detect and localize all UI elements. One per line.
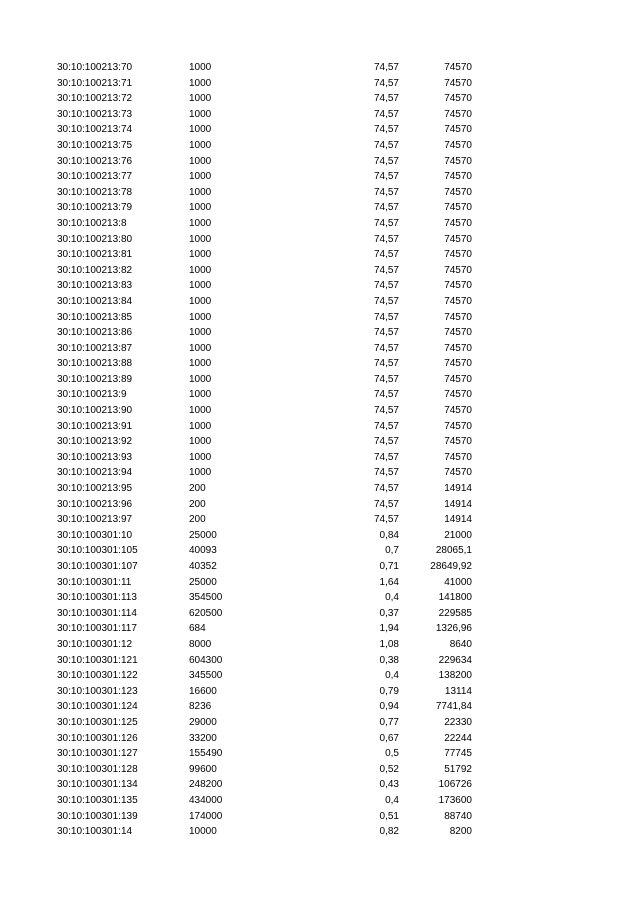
quantity-cell: 1000 [189, 202, 212, 214]
unit-price-cell: 74,57 [373, 124, 399, 136]
quantity-cell: 684 [189, 623, 206, 635]
total-cell: 74570 [444, 155, 472, 167]
quantity-cell: 345500 [189, 670, 223, 682]
unit-price-cell: 74,57 [373, 405, 399, 417]
total-cell: 229634 [438, 654, 472, 666]
unit-price-cell: 1,08 [379, 638, 399, 650]
quantity-cell: 1000 [189, 405, 212, 417]
cadastral-number-cell: 30:10:100213:71 [57, 77, 133, 89]
cadastral-number-cell: 30:10:100213:90 [57, 405, 133, 417]
cadastral-number-cell: 30:10:100301:12 [57, 638, 133, 650]
unit-price-cell: 1,94 [379, 623, 399, 635]
table-row [0, 637, 640, 653]
cadastral-number-cell: 30:10:100301:125 [57, 716, 138, 728]
table-row [0, 216, 640, 232]
total-cell: 74570 [444, 280, 472, 292]
total-cell: 74570 [444, 62, 472, 73]
unit-price-cell: 74,57 [373, 77, 399, 89]
quantity-cell: 1000 [189, 233, 212, 245]
quantity-cell: 1000 [189, 420, 212, 432]
cadastral-number-cell: 30:10:100213:91 [57, 420, 133, 432]
table-row [0, 559, 640, 575]
quantity-cell: 434000 [189, 794, 223, 806]
table-row [0, 247, 640, 263]
unit-price-cell: 74,57 [373, 373, 399, 385]
unit-price-cell: 74,57 [373, 233, 399, 245]
table-row [0, 653, 640, 669]
quantity-cell: 1000 [189, 436, 212, 448]
cadastral-number-cell: 30:10:100301:123 [57, 685, 138, 697]
quantity-cell: 1000 [189, 217, 212, 229]
total-cell: 74570 [444, 77, 472, 89]
cadastral-number-cell: 30:10:100301:124 [57, 701, 138, 713]
total-cell: 22330 [444, 716, 472, 728]
quantity-cell: 1000 [189, 62, 212, 73]
quantity-cell: 200 [189, 514, 206, 526]
unit-price-cell: 0,79 [379, 685, 399, 697]
quantity-cell: 1000 [189, 139, 212, 151]
total-cell: 106726 [438, 779, 472, 791]
table-row [0, 762, 640, 778]
quantity-cell: 1000 [189, 327, 212, 339]
unit-price-cell: 74,57 [373, 62, 399, 73]
quantity-cell: 200 [189, 498, 206, 510]
total-cell: 8640 [449, 638, 472, 650]
table-row [0, 91, 640, 107]
cadastral-number-cell: 30:10:100301:121 [57, 654, 138, 666]
unit-price-cell: 74,57 [373, 186, 399, 198]
table-row [0, 621, 640, 637]
quantity-cell: 354500 [189, 592, 223, 604]
table-row [0, 310, 640, 326]
quantity-cell: 1000 [189, 249, 212, 261]
total-cell: 74570 [444, 139, 472, 151]
quantity-cell: 40352 [189, 561, 217, 572]
table-row [0, 543, 640, 559]
quantity-cell: 33200 [189, 732, 217, 744]
total-cell: 74570 [444, 202, 472, 214]
total-cell: 41000 [444, 576, 472, 588]
unit-price-cell: 0,82 [379, 826, 399, 838]
table-row [0, 387, 640, 403]
table-row [0, 419, 640, 435]
unit-price-cell: 74,57 [373, 358, 399, 370]
table-row [0, 793, 640, 809]
quantity-cell: 10000 [189, 826, 217, 838]
unit-price-cell: 74,57 [373, 436, 399, 448]
unit-price-cell: 74,57 [373, 108, 399, 120]
cadastral-number-cell: 30:10:100213:70 [57, 62, 133, 73]
table-row [0, 481, 640, 497]
table-row [0, 606, 640, 622]
unit-price-cell: 0,43 [379, 779, 399, 791]
unit-price-cell: 1,64 [379, 576, 399, 588]
total-cell: 1326,96 [435, 623, 472, 635]
quantity-cell: 1000 [189, 451, 212, 463]
unit-price-cell: 74,57 [373, 514, 399, 526]
unit-price-cell: 0,67 [379, 732, 399, 744]
cadastral-number-cell: 30:10:100301:14 [57, 826, 133, 838]
total-cell: 74570 [444, 342, 472, 354]
total-cell: 74570 [444, 373, 472, 385]
cadastral-number-cell: 30:10:100213:94 [57, 467, 133, 479]
quantity-cell: 1000 [189, 358, 212, 370]
unit-price-cell: 74,57 [373, 311, 399, 323]
table-row [0, 824, 640, 840]
quantity-cell: 1000 [189, 264, 212, 276]
cadastral-number-cell: 30:10:100213:95 [57, 483, 133, 495]
unit-price-cell: 74,57 [373, 451, 399, 463]
unit-price-cell: 74,57 [373, 295, 399, 307]
quantity-cell: 1000 [189, 280, 212, 292]
table-row [0, 76, 640, 92]
cadastral-number-cell: 30:10:100213:92 [57, 436, 133, 448]
cadastral-number-cell: 30:10:100213:96 [57, 498, 133, 510]
table-row [0, 809, 640, 825]
data-table [0, 60, 640, 840]
unit-price-cell: 0,4 [385, 670, 399, 682]
total-cell: 74570 [444, 249, 472, 261]
quantity-cell: 1000 [189, 389, 212, 401]
table-row [0, 575, 640, 591]
total-cell: 74570 [444, 217, 472, 229]
cadastral-number-cell: 30:10:100213:83 [57, 280, 133, 292]
cadastral-number-cell: 30:10:100213:86 [57, 327, 133, 339]
cadastral-number-cell: 30:10:100301:114 [57, 607, 137, 619]
quantity-cell: 99600 [189, 763, 217, 775]
quantity-cell: 40093 [189, 545, 217, 557]
unit-price-cell: 0,4 [385, 794, 399, 806]
total-cell: 74570 [444, 327, 472, 339]
unit-price-cell: 74,57 [373, 327, 399, 339]
total-cell: 14914 [444, 514, 472, 526]
table-row [0, 497, 640, 513]
unit-price-cell: 0,71 [379, 561, 399, 572]
table-row [0, 528, 640, 544]
table-row [0, 185, 640, 201]
cadastral-number-cell: 30:10:100213:89 [57, 373, 133, 385]
cadastral-number-cell: 30:10:100213:80 [57, 233, 133, 245]
table-row [0, 777, 640, 793]
cadastral-number-cell: 30:10:100213:84 [57, 295, 133, 307]
unit-price-cell: 0,84 [379, 529, 399, 541]
total-cell: 141800 [438, 592, 472, 604]
cadastral-number-cell: 30:10:100213:93 [57, 451, 133, 463]
total-cell: 8200 [449, 826, 472, 838]
table-row [0, 138, 640, 154]
table-row [0, 590, 640, 606]
quantity-cell: 1000 [189, 342, 212, 354]
table-row [0, 372, 640, 388]
quantity-cell: 8236 [189, 701, 212, 713]
total-cell: 28065,1 [435, 545, 472, 557]
total-cell: 74570 [444, 233, 472, 245]
cadastral-number-cell: 30:10:100213:97 [57, 514, 133, 526]
table-row [0, 232, 640, 248]
cadastral-number-cell: 30:10:100301:128 [57, 763, 138, 775]
unit-price-cell: 74,57 [373, 280, 399, 292]
table-row [0, 746, 640, 762]
total-cell: 74570 [444, 124, 472, 136]
quantity-cell: 248200 [189, 779, 223, 791]
cadastral-number-cell: 30:10:100213:9 [57, 389, 127, 401]
table-row [0, 122, 640, 138]
cadastral-number-cell: 30:10:100213:87 [57, 342, 133, 354]
cadastral-number-cell: 30:10:100213:75 [57, 139, 133, 151]
quantity-cell: 1000 [189, 93, 212, 105]
quantity-cell: 1000 [189, 186, 212, 198]
total-cell: 74570 [444, 358, 472, 370]
cadastral-number-cell: 30:10:100301:134 [57, 779, 138, 791]
total-cell: 74570 [444, 108, 472, 120]
table-row [0, 341, 640, 357]
table-row [0, 169, 640, 185]
total-cell: 88740 [444, 810, 472, 822]
cadastral-number-cell: 30:10:100301:10 [57, 529, 133, 541]
quantity-cell: 25000 [189, 576, 217, 588]
total-cell: 22244 [444, 732, 472, 744]
quantity-cell: 8000 [189, 638, 212, 650]
unit-price-cell: 0,51 [379, 810, 399, 822]
total-cell: 173600 [438, 794, 472, 806]
total-cell: 51792 [444, 763, 472, 775]
quantity-cell: 1000 [189, 311, 212, 323]
quantity-cell: 25000 [189, 529, 217, 541]
table-row [0, 107, 640, 123]
total-cell: 74570 [444, 264, 472, 276]
table-row [0, 699, 640, 715]
total-cell: 74570 [444, 171, 472, 183]
unit-price-cell: 74,57 [373, 202, 399, 214]
total-cell: 28649,92 [430, 561, 472, 572]
cadastral-number-cell: 30:10:100301:105 [57, 545, 138, 557]
cadastral-number-cell: 30:10:100213:73 [57, 108, 133, 120]
quantity-cell: 1000 [189, 295, 212, 307]
total-cell: 14914 [444, 483, 472, 495]
total-cell: 74570 [444, 405, 472, 417]
total-cell: 138200 [438, 670, 472, 682]
table-row [0, 668, 640, 684]
unit-price-cell: 74,57 [373, 171, 399, 183]
quantity-cell: 1000 [189, 171, 212, 183]
total-cell: 74570 [444, 186, 472, 198]
cadastral-number-cell: 30:10:100213:85 [57, 311, 133, 323]
table-row [0, 715, 640, 731]
quantity-cell: 1000 [189, 467, 212, 479]
table-row [0, 512, 640, 528]
unit-price-cell: 74,57 [373, 217, 399, 229]
table-row [0, 294, 640, 310]
total-cell: 77745 [444, 748, 472, 760]
total-cell: 7741,84 [435, 701, 472, 713]
table-row [0, 403, 640, 419]
cadastral-number-cell: 30:10:100213:78 [57, 186, 133, 198]
quantity-cell: 1000 [189, 108, 212, 120]
quantity-cell: 604300 [189, 654, 223, 666]
unit-price-cell: 0,4 [385, 592, 399, 604]
unit-price-cell: 74,57 [373, 264, 399, 276]
cadastral-number-cell: 30:10:100301:113 [57, 592, 137, 604]
cadastral-number-cell: 30:10:100213:79 [57, 202, 133, 214]
unit-price-cell: 0,77 [379, 716, 399, 728]
unit-price-cell: 0,52 [379, 763, 399, 775]
total-cell: 74570 [444, 420, 472, 432]
quantity-cell: 1000 [189, 124, 212, 136]
table-row [0, 263, 640, 279]
total-cell: 229585 [438, 607, 472, 619]
quantity-cell: 200 [189, 483, 206, 495]
table-row [0, 278, 640, 294]
unit-price-cell: 74,57 [373, 467, 399, 479]
unit-price-cell: 74,57 [373, 342, 399, 354]
cadastral-number-cell: 30:10:100301:127 [57, 748, 138, 760]
quantity-cell: 174000 [189, 810, 223, 822]
cadastral-number-cell: 30:10:100213:82 [57, 264, 133, 276]
table-row [0, 60, 640, 76]
table-row [0, 731, 640, 747]
cadastral-number-cell: 30:10:100301:11 [57, 576, 132, 588]
table-row [0, 356, 640, 372]
total-cell: 74570 [444, 93, 472, 105]
quantity-cell: 1000 [189, 77, 212, 89]
total-cell: 14914 [444, 498, 472, 510]
unit-price-cell: 74,57 [373, 483, 399, 495]
cadastral-number-cell: 30:10:100213:88 [57, 358, 133, 370]
unit-price-cell: 74,57 [373, 389, 399, 401]
total-cell: 74570 [444, 295, 472, 307]
quantity-cell: 620500 [189, 607, 223, 619]
table-row [0, 684, 640, 700]
cadastral-number-cell: 30:10:100301:107 [57, 561, 138, 572]
cadastral-number-cell: 30:10:100213:77 [57, 171, 133, 183]
cadastral-number-cell: 30:10:100213:76 [57, 155, 133, 167]
cadastral-number-cell: 30:10:100213:8 [57, 217, 127, 229]
cadastral-number-cell: 30:10:100213:72 [57, 93, 133, 105]
table-row [0, 154, 640, 170]
table-row [0, 200, 640, 216]
unit-price-cell: 0,38 [379, 654, 399, 666]
unit-price-cell: 0,94 [379, 701, 399, 713]
total-cell: 74570 [444, 467, 472, 479]
total-cell: 74570 [444, 436, 472, 448]
total-cell: 21000 [444, 529, 472, 541]
table-row [0, 325, 640, 341]
cadastral-number-cell: 30:10:100301:139 [57, 810, 138, 822]
table-row [0, 434, 640, 450]
cadastral-number-cell: 30:10:100301:135 [57, 794, 138, 806]
unit-price-cell: 0,7 [385, 545, 399, 557]
total-cell: 74570 [444, 451, 472, 463]
unit-price-cell: 74,57 [373, 498, 399, 510]
cadastral-number-cell: 30:10:100301:117 [57, 623, 137, 635]
total-cell: 74570 [444, 311, 472, 323]
cadastral-number-cell: 30:10:100213:74 [57, 124, 133, 136]
table-row [0, 465, 640, 481]
unit-price-cell: 74,57 [373, 420, 399, 432]
unit-price-cell: 74,57 [373, 249, 399, 261]
table-row [0, 450, 640, 466]
quantity-cell: 1000 [189, 373, 212, 385]
unit-price-cell: 74,57 [373, 155, 399, 167]
cadastral-number-cell: 30:10:100301:126 [57, 732, 138, 744]
unit-price-cell: 74,57 [373, 93, 399, 105]
quantity-cell: 1000 [189, 155, 212, 167]
total-cell: 13114 [444, 685, 472, 697]
quantity-cell: 16600 [189, 685, 217, 697]
total-cell: 74570 [444, 389, 472, 401]
quantity-cell: 29000 [189, 716, 217, 728]
cadastral-number-cell: 30:10:100213:81 [57, 249, 133, 261]
unit-price-cell: 0,37 [379, 607, 399, 619]
quantity-cell: 155490 [189, 748, 223, 760]
unit-price-cell: 0,5 [385, 748, 399, 760]
cadastral-number-cell: 30:10:100301:122 [57, 670, 138, 682]
unit-price-cell: 74,57 [373, 139, 399, 151]
